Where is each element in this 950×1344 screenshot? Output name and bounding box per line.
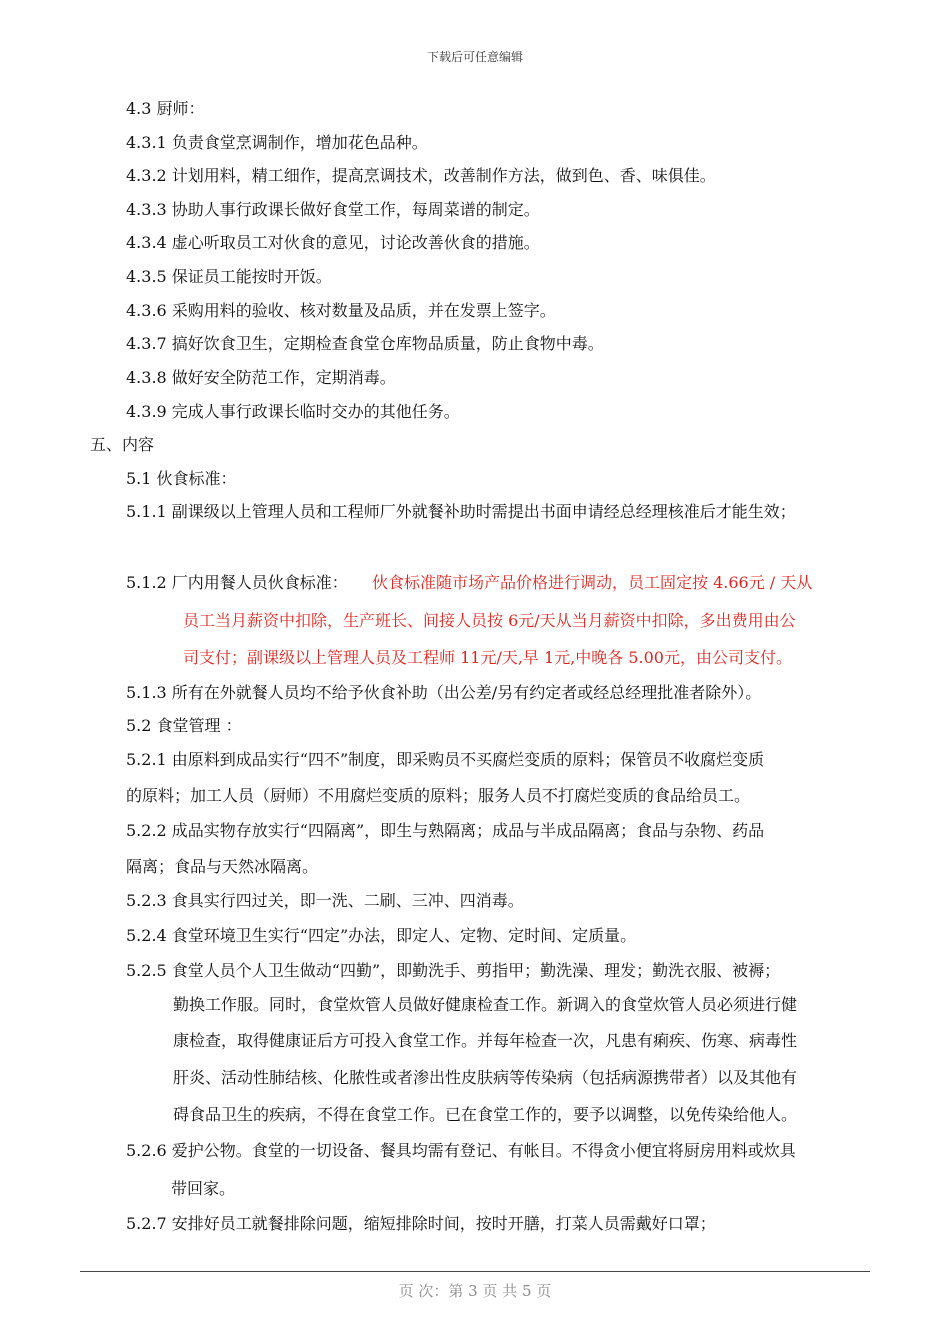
item-4-3-5: 4.3.5 保证员工能按时开饭。 — [126, 267, 332, 286]
item-5-1-3: 5.1.3 所有在外就餐人员均不给予伙食补助（出公差/另有约定者或经总经理批准者除外）。 — [126, 683, 762, 702]
item-5-1-2-label: 5.1.2 厂内用餐人员伙食标准： — [126, 573, 348, 592]
section-5-heading: 五、内容 — [90, 435, 155, 454]
section-4-3-heading: 4.3 厨师： — [126, 99, 205, 118]
header-note: 下载后可任意编辑 — [426, 50, 523, 64]
section-5-2-heading: 5.2 食堂管理 ： — [126, 716, 242, 735]
item-5-2-1-line-1: 5.2.1 由原料到成品实行“四不”制度，即采购员不买腐烂变质的原料；保管员不收腐烂变质 — [126, 750, 765, 769]
item-5-1-2-red-line-3: 司支付；副课级以上管理人员及工程师 11元/天,早 1元,中晚各 5.00元，由公司支付。 — [183, 648, 792, 667]
item-4-3-1: 4.3.1 负责食堂烹调制作，增加花色品种。 — [126, 133, 428, 152]
item-5-2-6-line-1: 5.2.6 爱护公物。食堂的一切设备、餐具均需有登记、有帐目。不得贪小便宜将厨房用料或炊具 — [126, 1141, 796, 1160]
item-5-2-5-line-3: 康检查，取得健康证后方可投入食堂工作。并每年检查一次，凡患有痢疾、伤寒、病毒性 — [173, 1031, 798, 1050]
item-5-2-5-line-4: 肝炎、活动性肺结核、化脓性或者渗出性皮肤病等传染病（包括病源携带者）以及其他有 — [173, 1068, 798, 1087]
item-5-2-5-line-2: 勤换工作服。同时，食堂炊管人员做好健康检查工作。新调入的食堂炊管人员必须进行健 — [173, 995, 798, 1014]
item-5-1-2-red-line-2: 员工当月薪资中扣除，生产班长、间接人员按 6元/天从当月薪资中扣除，多出费用由公 — [183, 611, 796, 630]
item-5-2-4: 5.2.4 食堂环境卫生实行“四定”办法，即定人、定物、定时间、定质量。 — [126, 926, 637, 945]
footer-divider — [80, 1271, 870, 1272]
item-5-1-1: 5.1.1 副课级以上管理人员和工程师厂外就餐补助时需提出书面申请经总经理核准后才能生效； — [126, 502, 796, 521]
item-5-2-6-line-2: 带回家。 — [171, 1179, 236, 1198]
item-4-3-2: 4.3.2 计划用料，精工细作，提高烹调技术，改善制作方法，做到色、香、味俱佳。 — [126, 166, 716, 185]
item-5-2-2-line-2: 隔离；食品与天然冰隔离。 — [126, 857, 319, 876]
item-4-3-9: 4.3.9 完成人事行政课长临时交办的其他任务。 — [126, 402, 460, 421]
section-5-1-heading: 5.1 伙食标准： — [126, 469, 237, 488]
item-5-1-2-red-line-1: 伙食标准随市场产品价格进行调动，员工固定按 4.66元 / 天从 — [372, 573, 813, 592]
item-5-2-5-line-5: 碍食品卫生的疾病，不得在食堂工作。已在食堂工作的，要予以调整，以免传染给他人。 — [173, 1105, 798, 1124]
item-4-3-7: 4.3.7 搞好饮食卫生，定期检查食堂仓库物品质量，防止食物中毒。 — [126, 334, 604, 353]
item-4-3-4: 4.3.4 虚心听取员工对伙食的意见，讨论改善伙食的措施。 — [126, 233, 540, 252]
item-5-2-2-line-1: 5.2.2 成品实物存放实行“四隔离”，即生与熟隔离；成品与半成品隔离；食品与杂物、药品 — [126, 821, 765, 840]
item-5-2-7: 5.2.7 安排好员工就餐排除问题，缩短排除时间，按时开膳，打菜人员需戴好口罩； — [126, 1214, 716, 1233]
page-number-footer: 页 次：第 3 页 共 5 页 — [398, 1282, 552, 1300]
item-5-2-1-line-2: 的原料；加工人员（厨师）不用腐烂变质的原料；服务人员不打腐烂变质的食品给员工。 — [126, 786, 751, 805]
item-4-3-8: 4.3.8 做好安全防范工作，定期消毒。 — [126, 368, 396, 387]
item-5-2-5-line-1: 5.2.5 食堂人员个人卫生做动“四勤”，即勤洗手、剪指甲；勤洗澡、理发；勤洗衣服、被褥； — [126, 961, 781, 980]
item-5-2-3: 5.2.3 食具实行四过关，即一洗、二刷、三冲、四消毒。 — [126, 891, 524, 910]
item-4-3-6: 4.3.6 采购用料的验收、核对数量及品质，并在发票上签字。 — [126, 301, 556, 320]
item-4-3-3: 4.3.3 协助人事行政课长做好食堂工作，每周菜谱的制定。 — [126, 200, 540, 219]
